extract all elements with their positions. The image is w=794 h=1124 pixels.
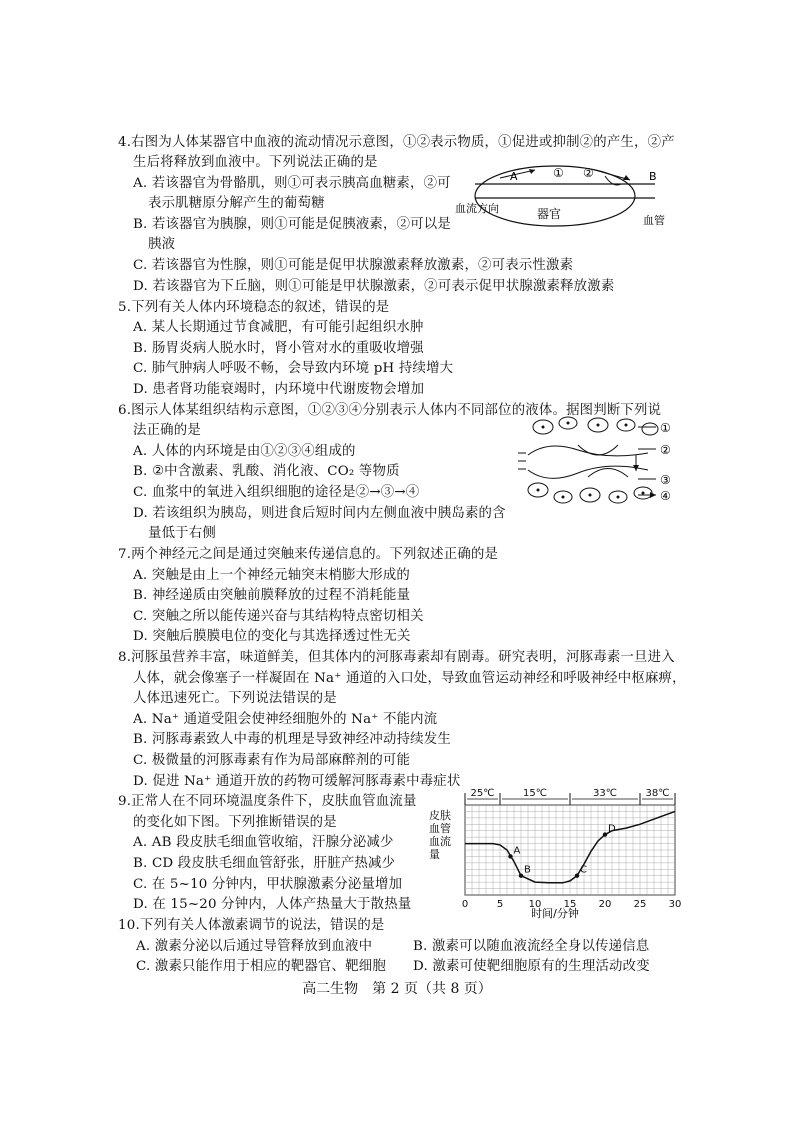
q5-option-b: B. 肠胃炎病人脱水时，肾小管对水的重吸收增强: [133, 341, 424, 356]
page-footer: 高二生物 第 2 页（共 8 页）: [302, 981, 492, 997]
q4-stem-line1: 4.右图为人体某器官中血液的流动情况示意图，①②表示物质，①促进或抑制②的产生，②产: [118, 135, 675, 150]
point-label-B: B: [524, 864, 531, 876]
chart-y-axis-label: 皮肤血管血流量: [429, 809, 451, 861]
q5-option-d: D. 患者肾功能衰竭时，内环境中代谢废物会增加: [133, 382, 425, 397]
q10-option-d: D. 激素可使靶细胞原有的生理活动改变: [413, 959, 650, 974]
q9-stem-line1: 9.正常人在不同环境温度条件下，皮肤血管血流量: [118, 794, 417, 809]
q6-option-b: B. ②中含激素、乳酸、消化液、CO₂ 等物质: [133, 464, 400, 479]
q9-blood-flow-chart: [425, 785, 685, 920]
q6-option-d-line2: 量低于右侧: [148, 526, 216, 541]
q8-option-a: A. Na⁺ 通道受阻会使神经细胞外的 Na⁺ 不能内流: [133, 712, 438, 727]
q4-option-a-line1: A. 若该器官为骨骼肌，则①可表示胰高血糖素，②可: [133, 176, 451, 191]
x-tick-15: 15: [563, 899, 577, 910]
q4-fig-label-b: B: [649, 170, 657, 183]
q4-fig-flow: 血流方向: [455, 202, 499, 215]
point-C: [575, 874, 579, 878]
band-label-1: 15℃: [523, 788, 547, 799]
x-tick-5: 5: [496, 899, 504, 910]
q6-fig-label-4: ④: [660, 489, 671, 503]
q4-organ-diagram: [455, 160, 670, 230]
x-tick-0: 0: [461, 899, 469, 910]
x-tick-20: 20: [598, 899, 612, 910]
q10-option-c: C. 激素只能作用于相应的靶器官、靶细胞: [136, 959, 386, 974]
point-A: [508, 854, 512, 858]
q4-stem-line2: 生后将释放到血液中。下列说法正确的是: [133, 155, 378, 170]
q7-option-a: A. 突触是由上一个神经元轴突末梢膨大形成的: [133, 568, 411, 583]
point-label-C: C: [580, 864, 587, 876]
x-tick-30: 30: [668, 899, 682, 910]
q4-fig-label-a: A: [510, 170, 518, 183]
q8-option-d: D. 促进 Na⁺ 通道开放的药物可缓解河豚毒素中毒症状: [133, 774, 461, 789]
q5-stem: 5.下列有关人体内环境稳态的叙述，错误的是: [118, 300, 390, 315]
q8-option-c: C. 极微量的河豚毒素有作为局部麻醉剂的可能: [133, 753, 411, 768]
q4-option-b-line1: B. 若该器官为胰腺，则①可能是促胰液素，②可以是: [133, 217, 451, 232]
q4-fig-label-2: ②: [583, 166, 594, 180]
q4-fig-organ: 器官: [537, 207, 562, 221]
q6-option-a: A. 人体的内环境是由①②③④组成的: [133, 444, 356, 459]
q6-fig-label-1: ①: [660, 421, 671, 435]
q7-option-d: D. 突触后膜膜电位的变化与其选择透过性无关: [133, 629, 411, 644]
q7-option-c: C. 突触之所以能传递兴奋与其结构特点密切相关: [133, 609, 424, 624]
q9-option-c: C. 在 5~10 分钟内，甲状腺激素分泌量增加: [133, 877, 403, 892]
q10-option-a: A. 激素分泌以后通过导管释放到血液中: [136, 939, 373, 954]
q5-option-c: C. 肺气肿病人呼吸不畅，会导致内环境 pH 持续增大: [133, 361, 454, 376]
q6-tissue-diagram: [518, 415, 688, 510]
q6-stem-line1: 6.图示人体某组织结构示意图，①②③④分别表示人体内不同部位的液体。据图判断下列说: [118, 403, 662, 418]
q7-option-b: B. 神经递质由突触前膜释放的过程不消耗能量: [133, 588, 411, 603]
q9-option-d: D. 在 15~20 分钟内，人体产热量大于散热量: [133, 897, 412, 912]
band-label-0: 25℃: [470, 788, 495, 799]
point-label-A: A: [513, 845, 521, 857]
point-B: [519, 874, 523, 878]
q8-option-b: B. 河豚毒素致人中毒的机理是导致神经冲动持续发生: [133, 732, 451, 747]
chart-temperature-bands: [465, 788, 675, 805]
q6-option-c: C. 血浆中的氧进入组织细胞的途径是②→③→④: [133, 485, 420, 500]
q9-option-a: A. AB 段皮肤毛细血管收缩，汗腺分泌减少: [133, 835, 394, 850]
q8-stem-line2: 人体，就会像塞子一样凝固在 Na⁺ 通道的入口处，导致血管运动神经和呼吸神经中枢麻痹，: [133, 671, 686, 686]
point-label-D: D: [608, 823, 616, 835]
q8-stem-line3: 人体迅速死亡。下列说法错误的是: [133, 691, 337, 706]
q10-option-b: B. 激素可以随血液流经全身以传递信息: [413, 939, 650, 954]
q8-stem-line1: 8.河豚虽营养丰富，味道鲜美，但其体内的河豚毒素却有剧毒。研究表明，河豚毒素一旦进入: [118, 650, 675, 665]
q9-stem-line2: 的变化如下图。下列推断错误的是: [133, 815, 337, 830]
x-tick-25: 25: [633, 899, 647, 910]
q4-option-a-line2: 表示肌糖原分解产生的葡萄糖: [148, 196, 325, 211]
band-label-2: 33℃: [593, 788, 617, 799]
band-label-3: 38℃: [645, 788, 670, 799]
q10-stem: 10.下列有关人体激素调节的说法，错误的是: [118, 918, 385, 933]
q9-option-b: B. CD 段皮肤毛细血管舒张，肝脏产热减少: [133, 856, 396, 871]
q4-option-b-line2: 胰液: [148, 237, 176, 252]
q6-fig-label-3: ③: [660, 473, 671, 487]
point-D: [603, 832, 607, 836]
q6-fig-label-2: ②: [660, 443, 671, 457]
q6-option-d-line1: D. 若该组织为胰岛，则进食后短时间内左侧血液中胰岛素的含: [133, 506, 506, 521]
q4-option-c: C. 若该器官为性腺，则①可能是促甲状腺激素释放激素，②可表示性激素: [133, 258, 574, 273]
q4-fig-vessel: 血管: [643, 214, 665, 227]
x-tick-10: 10: [528, 899, 542, 910]
chart-x-axis-label: 时间/分钟: [531, 907, 579, 920]
q5-option-a: A. 某人长期通过节食减肥，有可能引起组织水肿: [133, 320, 424, 335]
q7-stem: 7.两个神经元之间是通过突触来传递信息的。下列叙述正确的是: [118, 547, 499, 562]
q4-option-d: D. 若该器官为下丘脑，则①可能是甲状腺激素，②可表示促甲状腺激素释放激素: [133, 279, 615, 294]
q4-fig-label-1: ①: [553, 166, 564, 180]
q6-stem-line2: 法正确的是: [133, 423, 201, 438]
